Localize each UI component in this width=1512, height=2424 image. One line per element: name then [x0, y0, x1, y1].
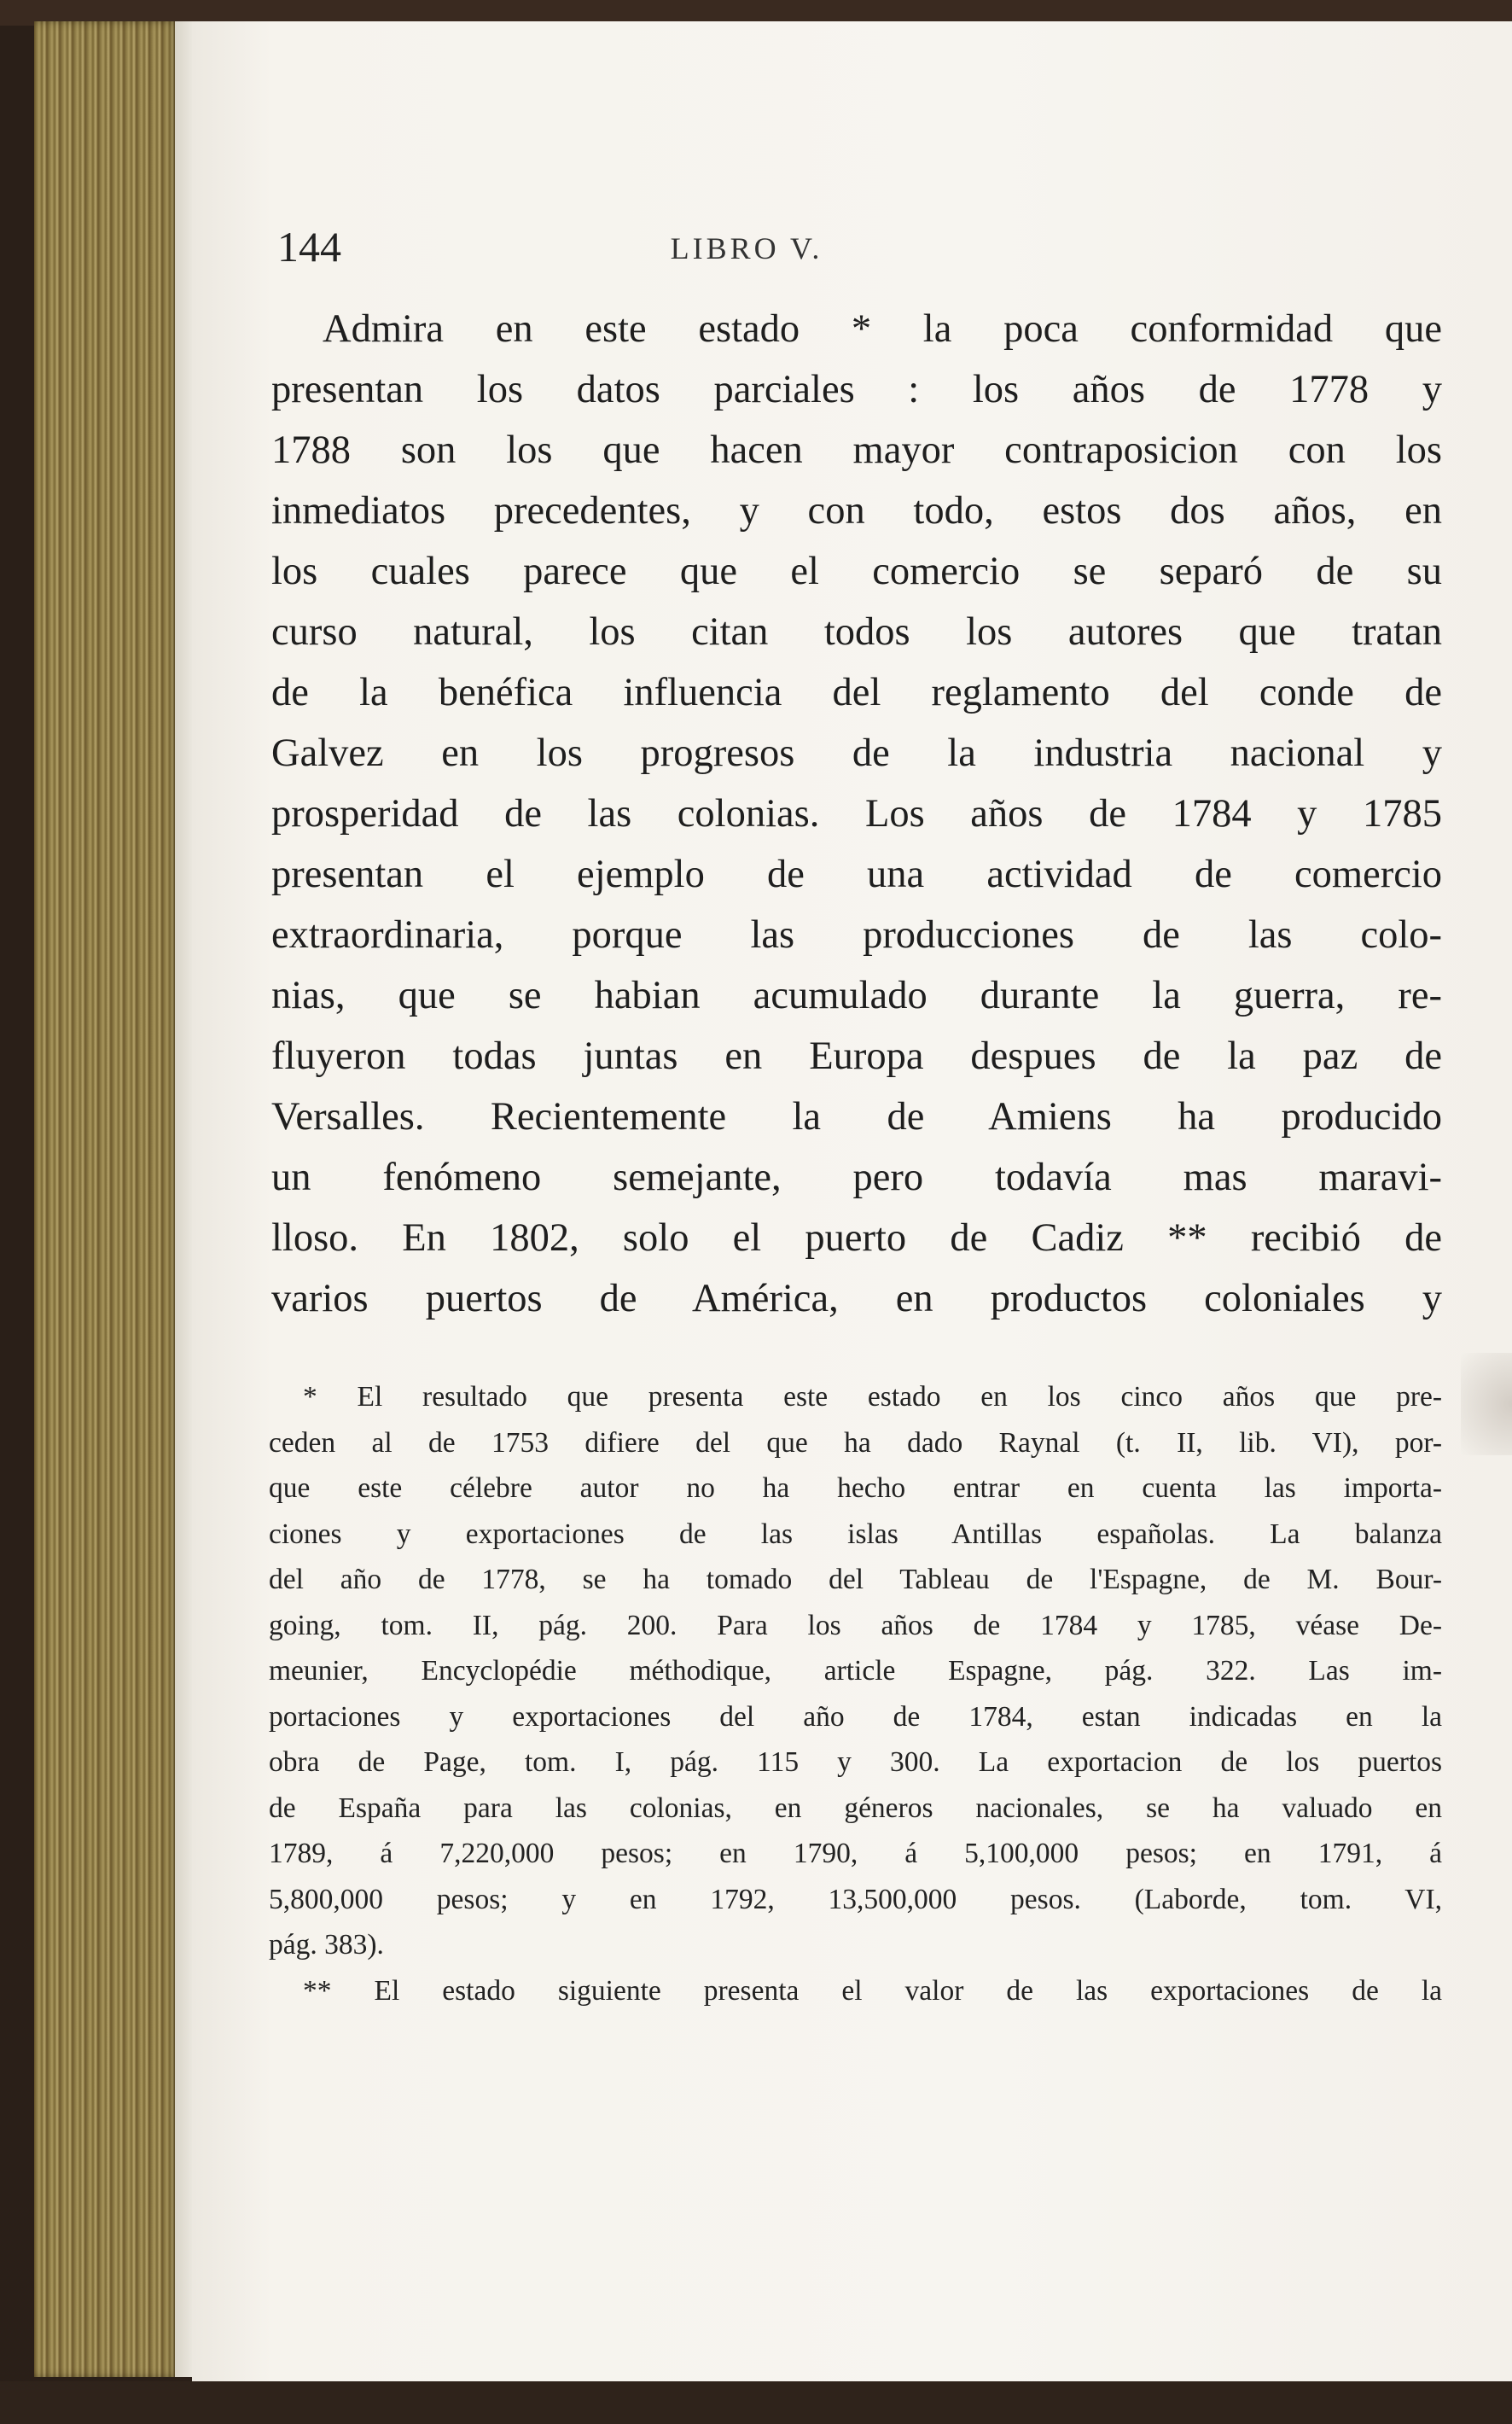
body-line: inmediatos precedentes, y con todo, estos dos años, en [271, 489, 1442, 533]
body-text [271, 299, 1442, 1329]
footnote-line: del año de 1778, se ha tomado del Tableau de l'Espagne, de M. Bour- [269, 1564, 1442, 1595]
footnotes [269, 1374, 1442, 2013]
body-line: fluyeron todas juntas en Europa despues de la paz de [271, 1034, 1442, 1078]
footnote-line: going, tom. II, pág. 200. Para los años de 1784 y 1785, véase De- [269, 1609, 1442, 1641]
footnote-line: ciones y exportaciones de las islas Antillas españolas. La balanza [269, 1518, 1442, 1550]
footnote-line: ceden al de 1753 difiere del que ha dado Raynal (t. II, lib. VI), por- [269, 1426, 1442, 1459]
running-title: LIBRO V. [670, 231, 823, 265]
footnote-line: * El resultado que presenta este estado en los cinco años que pre- [303, 1381, 1442, 1413]
body-line: Galvez en los progresos de la industria nacional y [271, 731, 1442, 775]
footnote-line: ** El estado siguiente presenta el valor de las exportaciones de la [303, 1974, 1442, 2007]
footnote-line: 1789, á 7,220,000 pesos; en 1790, á 5,100,000 pesos; en 1791, á [269, 1838, 1442, 1869]
footnote-line: portaciones y exportaciones del año de 1784, estan indicadas en la [269, 1700, 1442, 1733]
page-smudge [1461, 1353, 1512, 1455]
body-line: presentan los datos parciales : los años de 1778 y [271, 368, 1442, 411]
body-line: Admira en este estado * la poca conformidad que [323, 307, 1442, 351]
footnote-line: obra de Page, tom. I, pág. 115 y 300. La exportacion de los puertos [269, 1746, 1442, 1778]
page-number: 144 [277, 223, 341, 271]
body-line: prosperidad de las colonias. Los años de 1784 y 1785 [271, 792, 1442, 836]
body-line: los cuales parece que el comercio se separó de su [271, 550, 1442, 593]
footnote-line: meunier, Encyclopédie méthodique, article Espagne, pág. 322. Las im- [269, 1655, 1442, 1687]
body-line: 1788 son los que hacen mayor contraposicion con los [271, 428, 1442, 472]
gilt-page-edges [34, 21, 179, 2377]
body-line: extraordinaria, porque las producciones de las colo- [271, 913, 1442, 957]
running-head [277, 222, 1455, 290]
body-line: un fenómeno semejante, pero todavía mas maravi- [271, 1156, 1442, 1199]
body-line: nias, que se habian acumulado durante la guerra, re- [271, 974, 1442, 1017]
body-line: Versalles. Recientemente la de Amiens ha producido [271, 1095, 1442, 1139]
body-line: varios puertos de América, en productos coloniales y [271, 1277, 1442, 1320]
body-line: curso natural, los citan todos los autores que tratan [271, 610, 1442, 654]
footnote-line: 5,800,000 pesos; y en 1792, 13,500,000 pesos. (Laborde, tom. VI, [269, 1883, 1442, 1915]
footnote-line: que este célebre autor no ha hecho entrar en cuenta las importa- [269, 1472, 1442, 1504]
body-line: de la benéfica influencia del reglamento del conde de [271, 671, 1442, 714]
footnote-line: de España para las colonias, en géneros nacionales, se ha valuado en [269, 1792, 1442, 1824]
footnote-line: pág. 383). [269, 1929, 384, 1961]
binding-bottom [0, 2381, 1512, 2424]
body-line: lloso. En 1802, solo el puerto de Cadiz ** recibió de [271, 1216, 1442, 1260]
body-line: presentan el ejemplo de una actividad de comercio [271, 853, 1442, 896]
